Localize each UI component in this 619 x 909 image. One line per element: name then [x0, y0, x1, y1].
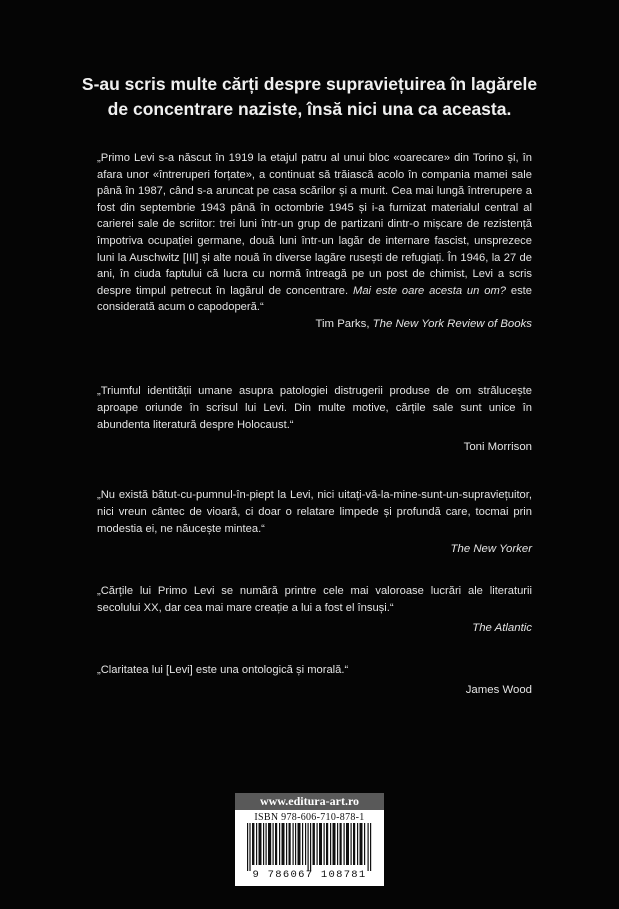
quote-text-end: este considerată acum o capodoperă.“: [97, 284, 532, 314]
quote-source: The New York Review of Books: [372, 317, 532, 330]
quote-atlantic: [97, 583, 532, 637]
isbn-label: ISBN 978-606-710-878-1: [254, 812, 365, 823]
headline-line-2: de concentrare naziste, însă nici una ca aceasta.: [107, 99, 512, 119]
barcode-box: [235, 793, 384, 886]
quote-text: „Claritatea lui [Levi] este una ontologică și morală.“: [97, 664, 349, 676]
quote-text: „Nu există bătut-cu-pumnul-în-piept la Levi, nici uitați-vă-la-mine-sunt-un-supraviețuitor, nici vreun cântec de vioară, ci doar o relatare limpede și profundă care, tocmai prin modestia ei, ne năucește mintea.“: [97, 489, 532, 535]
quote-source: The New Yorker: [450, 543, 532, 555]
quote-text: „Cărțile lui Primo Levi se numără printre cele mai valoroase lucrări ale literaturii secolului XX, dar cea mai mare creație a lui a fost el însuși.“: [97, 585, 532, 614]
quote-source: The Atlantic: [472, 622, 532, 634]
quote-text: „Triumful identității umane asupra patologiei distrugerii produse de om strălucește aproape oriunde în scrisul lui Levi. Din multe motive, cărțile sale sunt unice în abundenta literatură despre Holocaust.“: [97, 385, 532, 431]
quote-author: Toni Morrison: [463, 441, 532, 453]
quote-james-wood: [97, 662, 532, 699]
quote-book-title: Mai este oare acesta un om?: [353, 284, 506, 297]
quote-text: „Primo Levi s-a născut în 1919 la etajul patru al unui bloc «oarecare» din Torino și, în afara unor «întreruperi forțate», a continuat să trăiască acolo în compania mamei sale până în 1987, când s-a aruncat pe casa scărilor și a murit. Cea mai lungă întrerupere a fost din septembrie 1943 până în octombrie 1945 și i-a furnizat materialul central al carierei sale de scriitor: trei luni într-un grup de partizani dintr-o mișcare de rezistență împotriva ocupației germane, două luni într-un lagăr de internare fascist, unsprezece luni la Auschwitz [III] și alte nouă în diverse lagăre rusești de refugiați. În 1946, la 27 de ani, în ciuda faptului că lucra cu normă întreagă pe un post de chimist, Levi a scris despre timpul petrecut în lagărul de concentrare.: [97, 152, 532, 297]
quote-author: Tim Parks,: [315, 317, 373, 330]
publisher-website: www.editura-art.ro: [235, 793, 384, 810]
quote-toni-morrison: [97, 383, 532, 456]
ean-digits: 9 786067 108781: [252, 869, 367, 881]
quote-new-yorker: [97, 487, 532, 558]
headline-line-1: S-au scris multe cărți despre supraviețuirea în lagărele: [81, 74, 538, 94]
headline: [0, 72, 619, 122]
quote-tim-parks: [97, 150, 532, 333]
quote-attribution: [97, 316, 532, 333]
quote-author: James Wood: [465, 684, 532, 696]
barcode-bars: [247, 823, 373, 871]
